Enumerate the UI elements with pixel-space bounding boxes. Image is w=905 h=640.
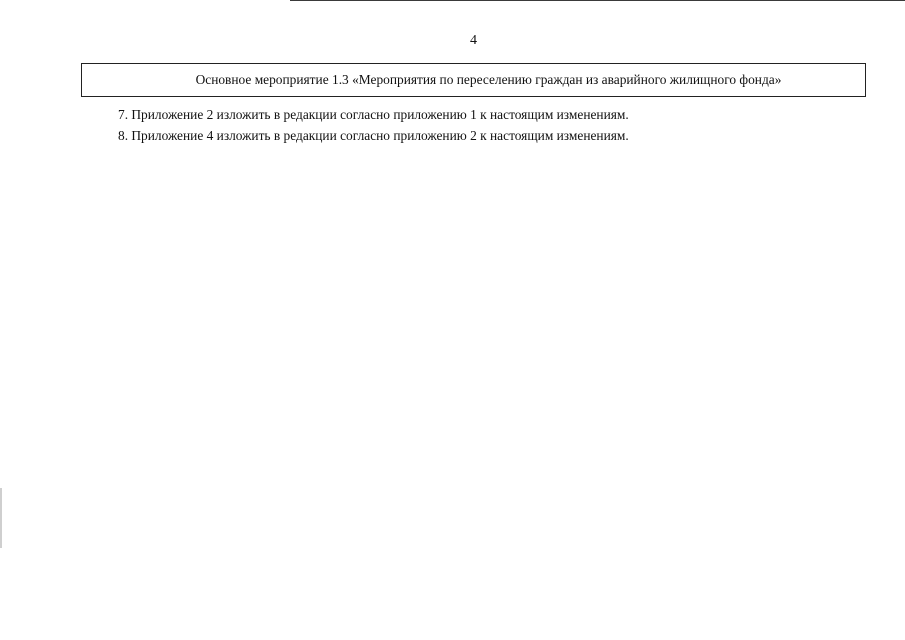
page-number: 4: [470, 33, 477, 48]
amendment-item-8: 8. Приложение 4 изложить в редакции согласно приложению 2 к настоящим изменениям.: [118, 128, 629, 143]
amendment-item-7: 7. Приложение 2 изложить в редакции согласно приложению 1 к настоящим изменениям.: [118, 107, 629, 122]
scan-top-border-line: [290, 0, 905, 1]
section-title-text: Основное мероприятие 1.3 «Мероприятия по переселению граждан из аварийного жилищного фонда»: [195, 72, 782, 87]
amendment-list: [118, 104, 629, 146]
scan-edge-mark: [0, 488, 2, 548]
section-title-box: [81, 63, 866, 97]
